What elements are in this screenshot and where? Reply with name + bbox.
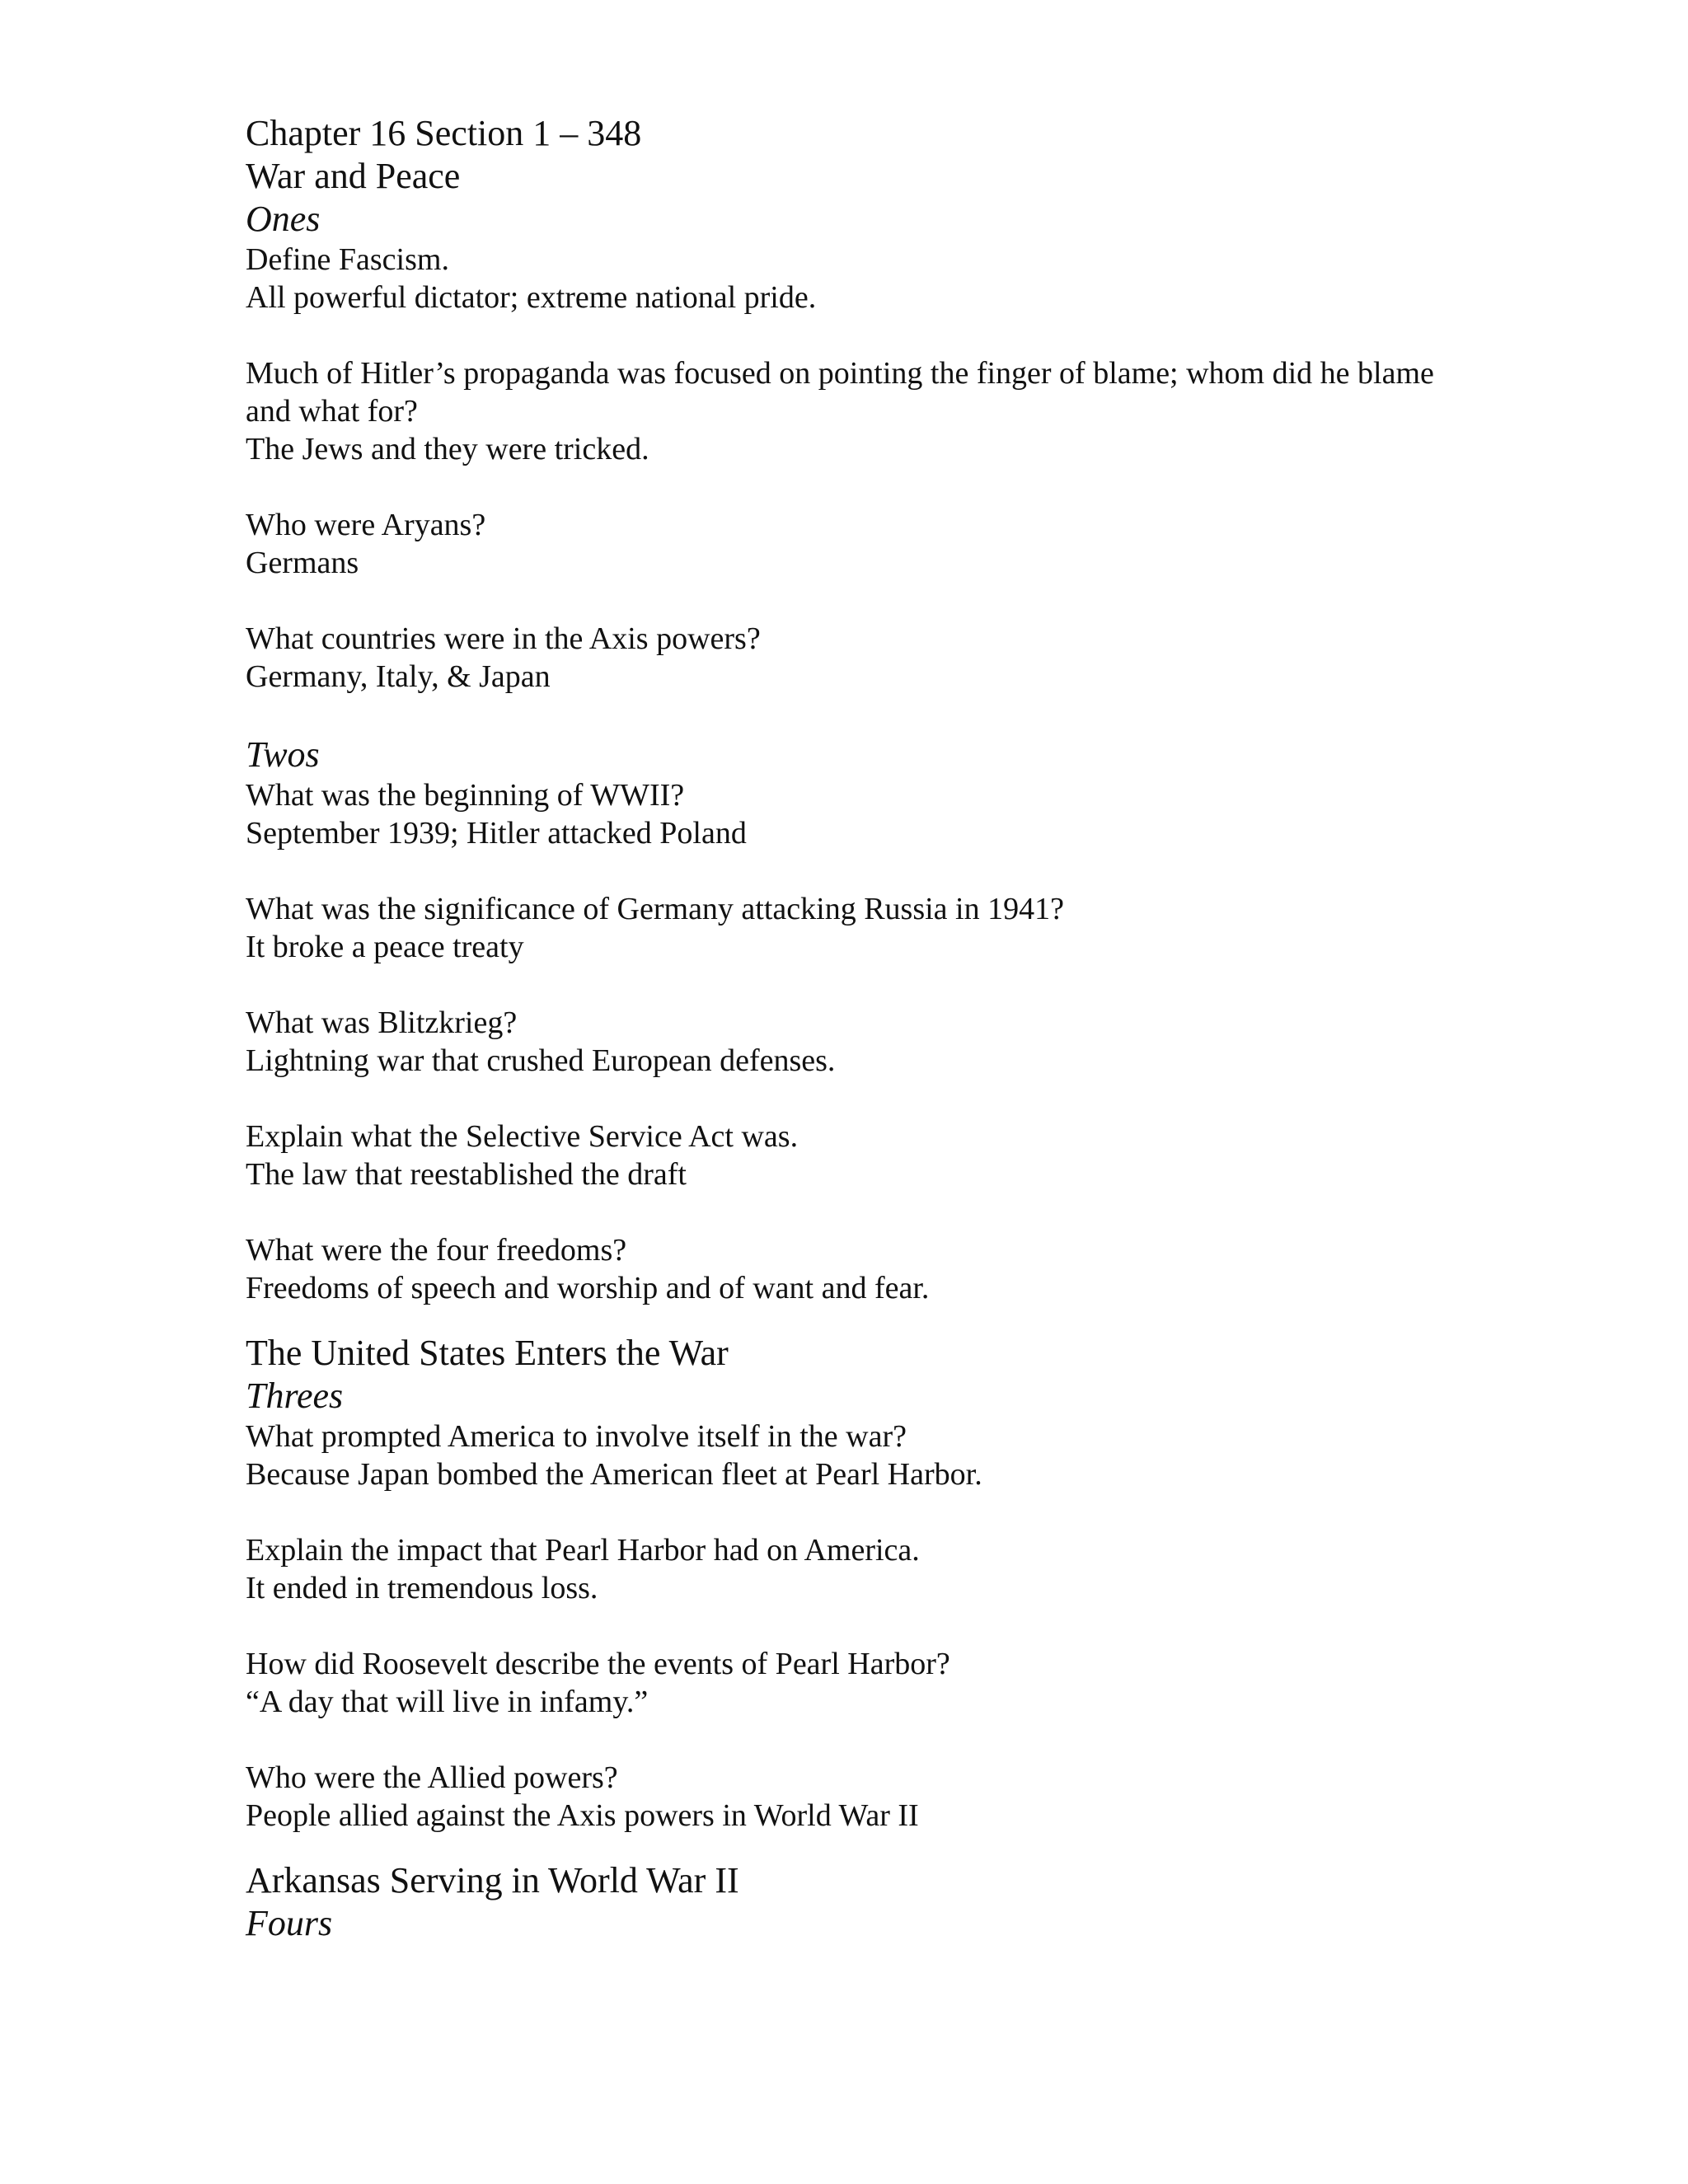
- qa-item: [246, 620, 1449, 696]
- question: Explain the impact that Pearl Harbor had on America.: [246, 1533, 920, 1568]
- question: Explain what the Selective Service Act was.: [246, 1119, 799, 1154]
- question: What countries were in the Axis powers?: [246, 621, 761, 656]
- section-title: Arkansas Serving in World War II: [246, 1860, 739, 1900]
- answer: People allied against the Axis powers in World War II: [246, 1798, 919, 1833]
- question: What was Blitzkrieg?: [246, 1005, 518, 1040]
- qa-item: [246, 1004, 1449, 1080]
- section-title: War and Peace: [246, 156, 461, 196]
- question: Much of Hitler’s propaganda was focused on pointing the finger of blame; whom did he blame and what for?: [246, 356, 1434, 429]
- answer: The law that reestablished the draft: [246, 1157, 687, 1192]
- section-war-and-peace: [246, 155, 1449, 696]
- group-label: Ones: [246, 199, 321, 239]
- qa-item: [246, 1231, 1449, 1307]
- section-title: The United States Enters the War: [246, 1333, 729, 1373]
- question: Who were Aryans?: [246, 508, 486, 542]
- qa-item: [246, 506, 1449, 582]
- group-label: Fours: [246, 1903, 333, 1943]
- question: What was the beginning of WWII?: [246, 778, 685, 813]
- question: How did Roosevelt describe the events of Pearl Harbor?: [246, 1647, 950, 1681]
- qa-item: [246, 1531, 1449, 1607]
- qa-item: [246, 1645, 1449, 1721]
- qa-item: [246, 890, 1449, 966]
- answer: “A day that will live in infamy.”: [246, 1685, 649, 1719]
- question: Who were the Allied powers?: [246, 1760, 618, 1795]
- answer: It broke a peace treaty: [246, 930, 524, 964]
- question: Define Fascism.: [246, 242, 449, 277]
- section-us-enters-war: [246, 1332, 1449, 1835]
- qa-item: [246, 1759, 1449, 1835]
- chapter-heading: Chapter 16 Section 1 – 348: [246, 113, 642, 153]
- question: What prompted America to involve itself in the war?: [246, 1419, 907, 1454]
- question: What was the significance of Germany attacking Russia in 1941?: [246, 892, 1064, 926]
- document-page: [246, 112, 1449, 1945]
- section-arkansas-serving: [246, 1859, 1449, 1945]
- question: What were the four freedoms?: [246, 1233, 627, 1268]
- answer: Freedoms of speech and worship and of want and fear.: [246, 1271, 930, 1305]
- answer: Germans: [246, 546, 359, 580]
- section-twos: [246, 733, 1449, 1307]
- answer: Lightning war that crushed European defenses.: [246, 1043, 836, 1078]
- answer: Because Japan bombed the American fleet at Pearl Harbor.: [246, 1457, 982, 1492]
- qa-item: [246, 354, 1449, 468]
- answer: Germany, Italy, & Japan: [246, 659, 551, 694]
- answer: September 1939; Hitler attacked Poland: [246, 816, 747, 851]
- answer: All powerful dictator; extreme national pride.: [246, 280, 817, 315]
- qa-item: [246, 1418, 1449, 1493]
- qa-item: [246, 1118, 1449, 1193]
- answer: The Jews and they were tricked.: [246, 432, 649, 466]
- group-label: Twos: [246, 734, 320, 775]
- answer: It ended in tremendous loss.: [246, 1571, 598, 1605]
- group-label: Threes: [246, 1376, 344, 1416]
- qa-item: [246, 776, 1449, 852]
- qa-item: [246, 241, 1449, 316]
